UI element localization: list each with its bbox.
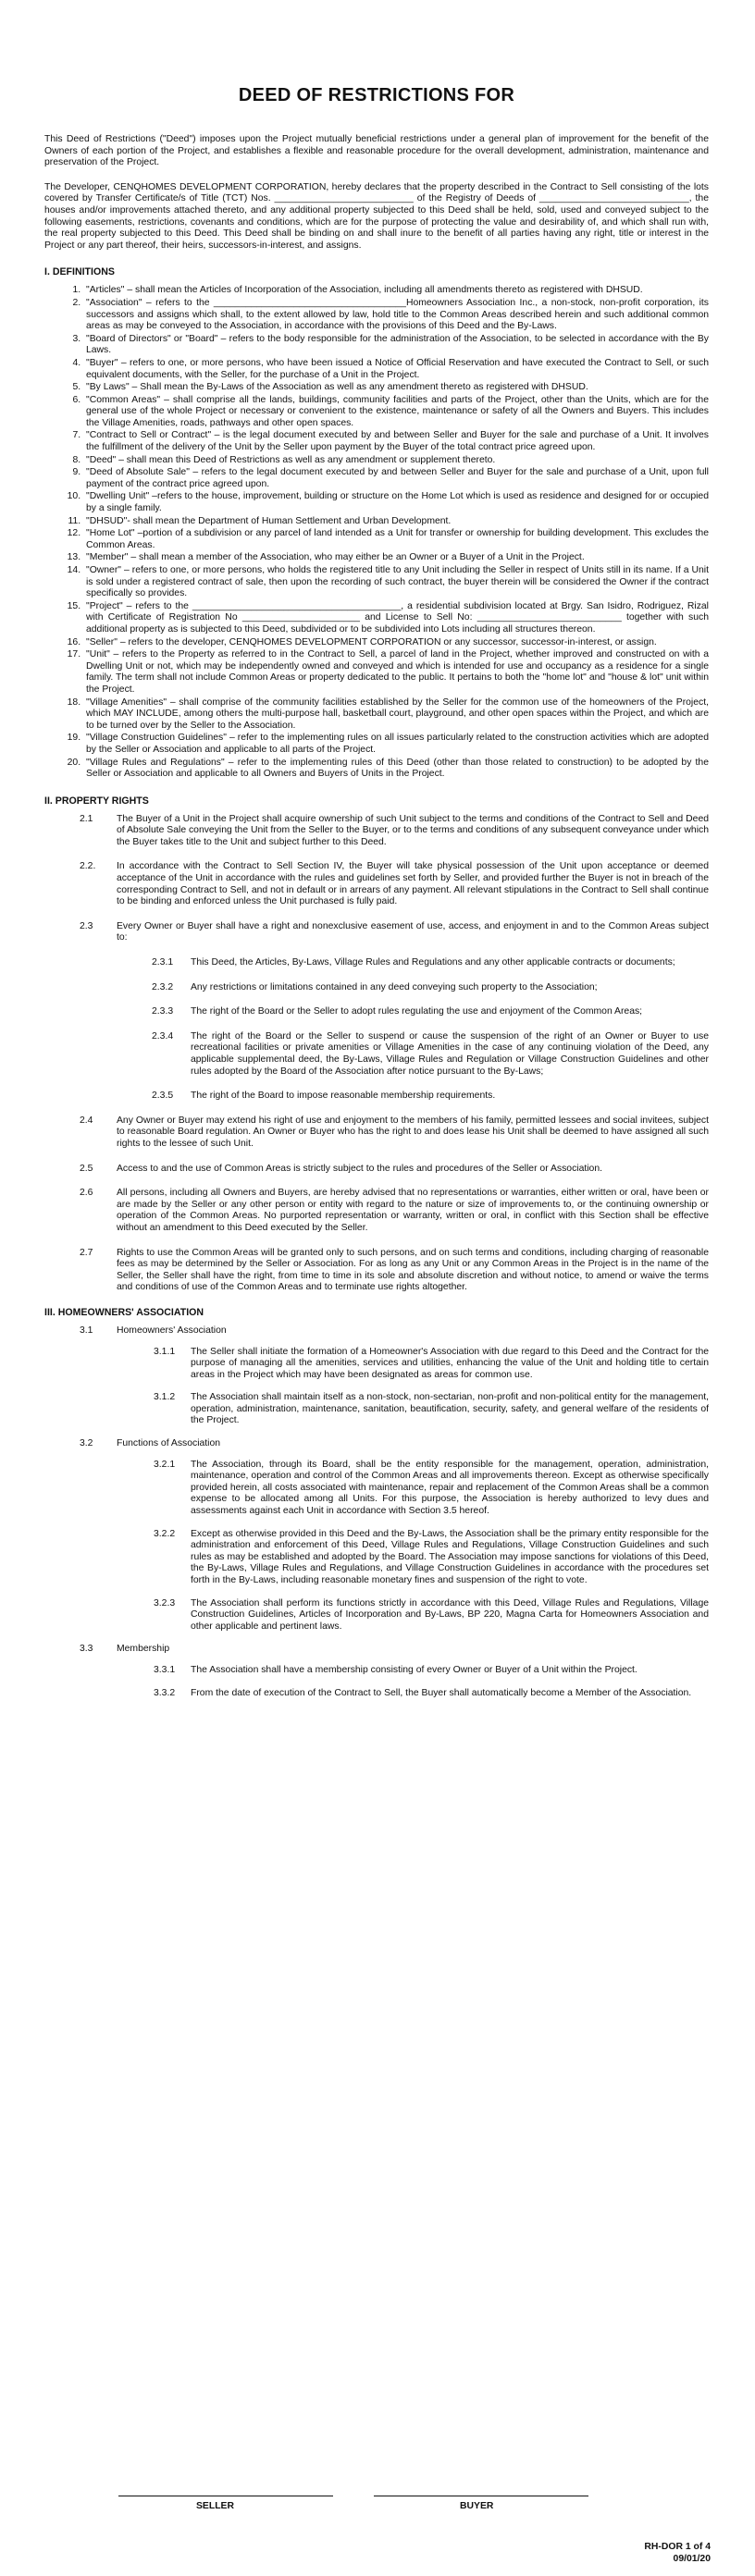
clause-text: Any Owner or Buyer may extend his right of use and enjoyment to the members of his family, permitted lessees and social invitees, subject to reasonable Board regulation. An Owner or Buyer who has the right to and does lease his Unit shall be deemed to have assigned all such rights to the lessee of such Unit. — [117, 1115, 709, 1149]
clause-text: Rights to use the Common Areas will be granted only to such persons, and on such terms and conditions, including charging of reasonable fees as may be determined by the Seller or Association. For as long as any Unit or any Common Areas in the Project is in the name of the Seller, the Seller shall have the right, from time to time in its sole and absolute discretion and without notice, to amend or waive the terms and conditions of use of the Common Areas and to terminate use rights altogether. — [117, 1247, 709, 1293]
clause-number: 2.4 — [80, 1115, 93, 1126]
definition-item: 1. "Articles" – shall mean the Articles of Incorporation of the Association, including all amendments thereto as registered with DHSUD. — [83, 285, 709, 297]
clause-text: Access to and the use of Common Areas is strictly subject to the rules and procedures of the Seller or Association. — [117, 1163, 602, 1174]
property-rights-section — [44, 814, 709, 1294]
clause-3-3-1 — [44, 1665, 709, 1677]
definition-item: 3. "Board of Directors" or "Board" – refers to the body responsible for the administration of the Association, to be selected in accordance with the By Laws. — [83, 334, 709, 357]
clause-number: 2.7 — [80, 1247, 93, 1258]
clause-text: From the date of execution of the Contract to Sell, the Buyer shall automatically become a Member of the Association. — [191, 1687, 692, 1698]
definition-item: 20. "Village Rules and Regulations" – refer to the implementing rules of this Deed (other than those related to construction) to be adopted by the Seller or Association and applicable to all Owners and Buyers of Units in the Project. — [83, 758, 709, 781]
clause-2-4 — [44, 1115, 709, 1151]
definition-item: 9. "Deed of Absolute Sale" – refers to the legal document executed by and between Seller and Buyer for the sale and purchase of a Unit, upon full payment of the contract price agreed upon. — [83, 467, 709, 490]
clause-number: 3.2.2 — [154, 1528, 176, 1539]
buyer-label: BUYER — [460, 2501, 494, 2511]
clause-3-2-3 — [44, 1598, 709, 1633]
definition-item: 15. "Project" – refers to the _______________________________________, a residential subdivision located at Brgy. San Isidro, Rodriguez, Rizal with Certificate of Registration No ______________________ and License to Sell No: ___________________________ together with such additional property as is subjected to this Deed, subdivided or to be subdivided into Lots including all structures thereon. — [83, 601, 709, 636]
definition-item: 8. "Deed" – shall mean this Deed of Restrictions as well as any amendment or supplement thereto. — [83, 455, 709, 467]
clause-number: 3.3.2 — [154, 1687, 176, 1698]
definition-item: 10. "Dwelling Unit" –refers to the house, improvement, building or structure on the Home Lot which is used as residence and designed for or occupied by a single family. — [83, 491, 709, 514]
definition-item: 11. "DHSUD"- shall mean the Department of Human Settlement and Urban Development. — [83, 516, 709, 528]
clause-text: Functions of Association — [117, 1438, 221, 1449]
clause-text: Every Owner or Buyer shall have a right and nonexclusive easement of use, access, and enjoyment in and to the Common Areas subject to: — [117, 920, 709, 943]
clause-number: 3.1.1 — [154, 1346, 176, 1357]
definition-item: 7. "Contract to Sell or Contract" – is the legal document executed by and between Seller and Buyer for the sale and purchase of a Unit. It involves the fulfillment of the delivery of the Unit by the Seller upon payment by the Buyer of the total contract price agreed upon. — [83, 430, 709, 453]
clause-text: Except as otherwise provided in this Deed and the By-Laws, the Association shall be the primary entity responsible for the administration and enforcement of this Deed, Village Rules and Regulations, Village Construction Guidelines and such rules as may be established and adopted by the Board. The Association may impose sanctions for violations of this Deed, the By-Laws, Village Rules and Regulations, and Village Construction Guidelines in accordance with the procedures set forth in the By-Laws, including reasonable monetary fines and suspension of the right to vote. — [191, 1528, 709, 1585]
clause-number: 2.3.4 — [152, 1030, 174, 1041]
clause-text: The right of the Board to impose reasonable membership requirements. — [191, 1091, 496, 1102]
clause-3-1 — [44, 1325, 709, 1337]
clause-2-3-subitems — [44, 957, 709, 1103]
clause-2-3-3 — [117, 1006, 709, 1018]
clause-2-6 — [44, 1188, 709, 1234]
clause-2-3-1 — [117, 957, 709, 969]
clause-number: 3.3 — [80, 1644, 93, 1655]
definition-item: 4. "Buyer" – refers to one, or more persons, who have been issued a Notice of Official Reservation and have executed the Contract to Sell, or such equivalent documents, with the Seller, for the purchase of a Unit in the Project. — [83, 358, 709, 381]
clause-3-2 — [44, 1438, 709, 1450]
document-title: DEED OF RESTRICTIONS FOR — [238, 85, 515, 105]
homeowners-section — [44, 1325, 709, 1699]
clause-text: The Association shall perform its functions strictly in accordance with this Deed, Village Rules and Regulations, Village Construction Guidelines, Articles of Incorporation and By-Laws, BP 220, Magna Carta for Homeowners Association and other applicable and pertinent laws. — [191, 1597, 709, 1632]
definition-item: 14. "Owner" – refers to one, or more persons, who holds the registered title to any Unit including the Seller in respect of Units still in its name. If a Unit is sold under a registered contract of sale, then upon the recording of such contract, the buyer therein will be considered the Owner if the contract specifically so provides. — [83, 565, 709, 600]
definition-item: 16. "Seller" – refers to the developer, CENQHOMES DEVELOPMENT CORPORATION or any successor, successor-in-interest, or assign. — [83, 637, 709, 649]
clause-text: The Association, through its Board, shall be the entity responsible for the management, operation, administration, maintenance, operation and control of the Common Areas and all improvements thereon. Except as otherwise specifically provided herein, all costs associated with maintenance, repair and replacement of the Common Areas shall be a common expense to be allocated among all Units. For this purpose, the Association is hereby authorized to levy dues and assessments against each Unit in accordance with Section 3.5 hereof. — [191, 1459, 709, 1517]
clause-number: 3.2.3 — [154, 1597, 176, 1608]
clause-2-3-4 — [117, 1031, 709, 1078]
signature-block — [0, 2496, 755, 2533]
document-page — [44, 0, 709, 1710]
clause-number: 2.3.1 — [152, 957, 174, 968]
clause-number: 2.3.5 — [152, 1091, 174, 1102]
clause-number: 2.3.2 — [152, 981, 174, 992]
clause-number: 3.2.1 — [154, 1459, 176, 1470]
homeowners-heading: III. HOMEOWNERS' ASSOCIATION — [44, 1306, 204, 1318]
definitions-list — [44, 285, 709, 780]
clause-text: All persons, including all Owners and Buyers, are hereby advised that no representations or warranties, either written or oral, have been or are made by the Seller or any other person or entity with regard to the nature or size of improvements to, or the continuing ownership or operation of the Common Areas. No purported representation or warranty, written or oral, in conflict with this Section shall be effective without an amendment to this Deed executed by the Seller. — [117, 1188, 709, 1233]
clause-3-2-subitems — [44, 1460, 709, 1633]
definition-item: 13. "Member" – shall mean a member of the Association, who may either be an Owner or a Buyer of a Unit in the Project. — [83, 552, 709, 564]
clause-number: 2.3.3 — [152, 1006, 174, 1017]
clause-text: The Association shall maintain itself as a non-stock, non-sectarian, non-profit and non-political entity for the management, operation, administration, maintenance, sanitation, beautification, security, safety, and general welfare of the residents of the Project. — [191, 1392, 709, 1426]
clause-2-3-5 — [117, 1091, 709, 1103]
clause-text: Any restrictions or limitations contained in any deed conveying such property to the Association; — [191, 981, 598, 992]
clause-number: 3.1 — [80, 1325, 93, 1336]
clause-text: Membership — [117, 1644, 170, 1655]
clause-2-2 — [44, 861, 709, 907]
property-rights-heading: II. PROPERTY RIGHTS — [44, 795, 149, 807]
intro-paragraph-2: The Developer, CENQHOMES DEVELOPMENT CORPORATION, hereby declares that the property described in the Contract to Sell consisting of the lots covered by Transfer Certificate/s of Title (TCT) Nos. __________________________ of the Registry of Deeds of ____________________________, the houses and/or improvements attached thereto, and any additional property subjected to this Deed shall be held, sold, used and conveyed subject to the following easements, restrictions, covenants and conditions, which are for the purpose of protecting the value and desirability of, and which shall run with, the real property subjected to this Deed. This Deed shall be binding on and shall inure to the benefit of all parties having any right, title or interest in the Project or any part thereof, their heirs, successors-in-interest, and assigns. — [44, 181, 709, 251]
clause-number: 2.6 — [80, 1188, 93, 1199]
clause-number: 3.1.2 — [154, 1392, 176, 1403]
definitions-heading: I. DEFINITIONS — [44, 266, 115, 278]
clause-3-3 — [44, 1644, 709, 1656]
seller-label: SELLER — [196, 2501, 234, 2511]
definition-item: 19. "Village Construction Guidelines" – refer to the implementing rules on all issues particularly related to the construction activities which are adopted by the Seller or Association and applicable to all parts of the Project. — [83, 733, 709, 756]
clause-number: 2.2. — [80, 861, 96, 872]
clause-text: The Seller shall initiate the formation of a Homeowner's Association with due regard to this Deed and the Contract for the purpose of managing all the amenities, services and utilities, enhancing the value of the Unit and holding title to certain areas in the Project which may have been designated as areas for common use. — [191, 1346, 709, 1380]
clause-3-2-1 — [44, 1460, 709, 1518]
clause-number: 2.3 — [80, 920, 93, 931]
clause-text: The Buyer of a Unit in the Project shall acquire ownership of such Unit subject to the terms and conditions of the Contract to Sell and Deed of Absolute Sale conveying the Unit from the Seller to the Buyer, or to the terms and conditions of any subsequent conveyance under which the Buyer takes title to the Unit and subject further to this Deed. — [117, 813, 709, 847]
clause-text: This Deed, the Articles, By-Laws, Village Rules and Regulations and any other applicable contracts or documents; — [191, 957, 675, 968]
clause-2-3-2 — [117, 982, 709, 994]
definition-item: 17. "Unit" – refers to the Property as referred to in the Contract to Sell, a parcel of land in the Project, whether improved and constructed on with a Dwelling Unit or not, which may be independently owned and conveyed and which is intended for use and occupancy as a residence for a single family. The term shall not include Common Areas or property dedicated to the public. It pertains to both the "home lot" and "house & lot" unit within the Project. — [83, 649, 709, 696]
clause-number: 3.3.1 — [154, 1664, 176, 1675]
document-code: RH-DOR 1 of 4 — [644, 2542, 711, 2552]
clause-2-1 — [44, 814, 709, 849]
definition-item: 12. "Home Lot" –portion of a subdivision or any parcel of land intended as a Unit for transfer or ownership for building development. This excludes the Common Areas. — [83, 528, 709, 551]
clause-2-7 — [44, 1248, 709, 1294]
definition-item: 5. "By Laws" – Shall mean the By-Laws of the Association as well as any amendment thereto as registered with DHSUD. — [83, 382, 709, 394]
clause-2-3 — [44, 921, 709, 944]
definition-item: 6. "Common Areas" – shall comprise all the lands, buildings, community facilities and parts of the Project, other than the Units, which are for the general use of the whole Project or necessary or convenient to the existence, maintenance or safety of all the Owners and Buyers. This includes the Village Amenities, roads, pathways and other open spaces. — [83, 395, 709, 430]
page-footer — [644, 2542, 711, 2566]
clause-number: 2.5 — [80, 1163, 93, 1174]
clause-3-3-2 — [44, 1688, 709, 1700]
clause-3-1-1 — [44, 1347, 709, 1382]
clause-text: The right of the Board or the Seller to suspend or cause the suspension of the right of an Owner or Buyer to use recreational facilities or private amenities or Village Amenities in the case of any continuing violation of the Deed, any applicable supplemental deed, the By-Laws, Village Rules and Regulation or Village Construction Guidelines and other rules adopted by the Board of the Association after notice pursuant to the By-Laws; — [191, 1030, 709, 1077]
clause-3-1-subitems — [44, 1347, 709, 1428]
clause-number: 3.2 — [80, 1438, 93, 1449]
clause-text: Homeowners' Association — [117, 1325, 227, 1336]
clause-number: 2.1 — [80, 813, 93, 824]
clause-3-2-2 — [44, 1529, 709, 1587]
clause-text: In accordance with the Contract to Sell Section IV, the Buyer will take physical possession of the Unit upon acceptance or deemed acceptance of the Unit in accordance with the rules and guidelines set forth by Seller, and provided further the Buyer is not in breach of the corresponding Contract to Sell, and not in default or in arrears of any payment. All relevant stipulations in the Contract to Sell shall continue to be binding and enforced unless the Unit purchased is fully paid. — [117, 861, 709, 907]
clause-3-1-2 — [44, 1392, 709, 1427]
clause-3-3-subitems — [44, 1665, 709, 1699]
clause-text: The Association shall have a membership consisting of every Owner or Buyer of a Unit within the Project. — [191, 1664, 637, 1675]
definition-item: 2. "Association" – refers to the ____________________________________Homeowners Association Inc., a non-stock, non-profit corporation, its successors and assigns which shall, to the extent allowed by law, hold title to the Common Areas described herein and such additional common areas as may be conveyed to the Association, in accordance with the provisions of this Deed and the By-Laws. — [83, 298, 709, 333]
intro-paragraph-1: This Deed of Restrictions ("Deed") imposes upon the Project mutually beneficial restrictions under a general plan of improvement for the benefit of the Owners of each portion of the Project, and establishes a flexible and reasonable procedure for the overall development, administration, maintenance and preservation of the Project. — [44, 134, 709, 168]
definition-item: 18. "Village Amenities" – shall comprise of the community facilities established by the Seller for the common use of the homeowners of the Project, which MAY INCLUDE, among others the multi-purpose hall, basketball court, playground, and other open spaces within the Project, and which are to be turned over by the Seller to the Association. — [83, 697, 709, 733]
clause-text: The right of the Board or the Seller to adopt rules regulating the use and enjoyment of the Common Areas; — [191, 1006, 643, 1017]
clause-2-5 — [44, 1164, 709, 1176]
document-date: 09/01/20 — [673, 2553, 711, 2564]
